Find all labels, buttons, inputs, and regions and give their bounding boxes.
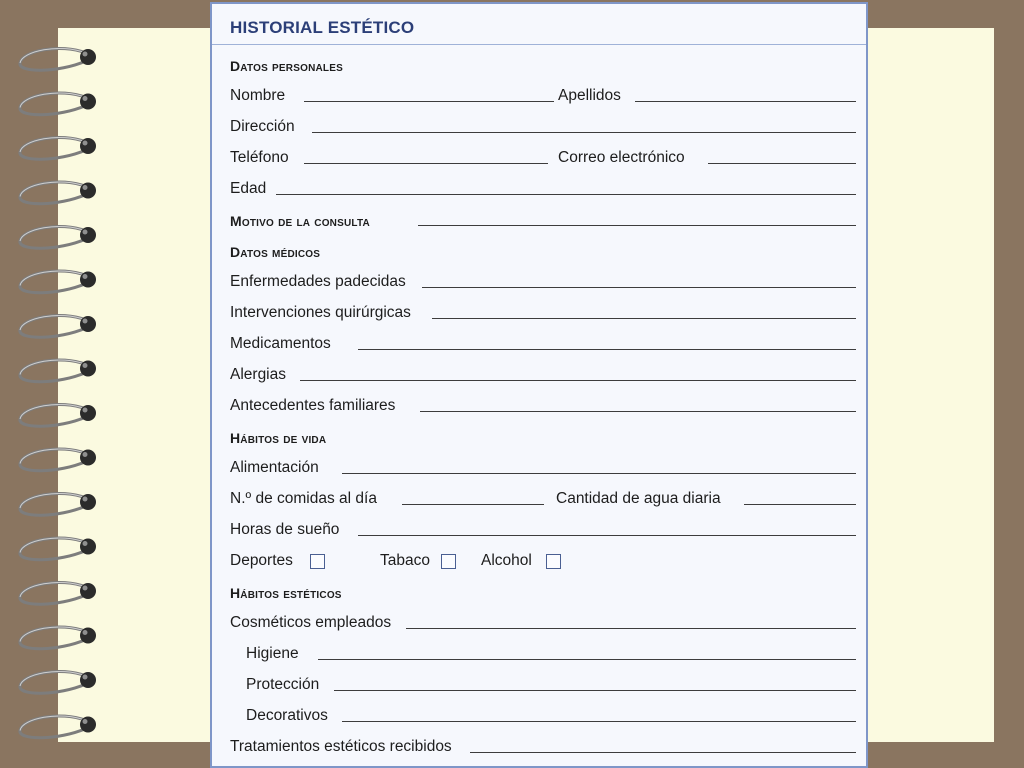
checkbox-alcohol[interactable]	[546, 554, 561, 569]
label-horas-sueno: Horas de sueño	[230, 521, 340, 538]
checkbox-deportes[interactable]	[310, 554, 325, 569]
spiral-ring	[20, 226, 96, 248]
field-apellidos[interactable]	[635, 101, 856, 102]
row-cosmeticos	[230, 610, 856, 634]
field-edad[interactable]	[276, 194, 856, 195]
field-alimentacion[interactable]	[342, 473, 856, 474]
field-horas-sueno[interactable]	[358, 535, 856, 536]
row-alimentacion	[230, 455, 856, 479]
spiral-rings	[20, 48, 96, 737]
row-habitos-checks	[230, 548, 856, 572]
label-alimentacion: Alimentación	[230, 459, 319, 476]
row-decorativos	[230, 703, 856, 727]
label-alergias: Alergias	[230, 366, 286, 383]
section-medicos	[230, 238, 856, 262]
label-tabaco: Tabaco	[380, 552, 430, 569]
label-telefono: Teléfono	[230, 149, 289, 166]
spiral-ring	[20, 404, 96, 426]
spiral-ring	[20, 627, 96, 649]
row-enfermedades	[230, 269, 856, 293]
spiral-ring	[20, 449, 96, 471]
label-decorativos: Decorativos	[246, 707, 328, 724]
form-title: HISTORIAL ESTÉTICO	[230, 18, 415, 37]
field-enfermedades[interactable]	[422, 287, 856, 288]
row-edad	[230, 176, 856, 200]
field-nombre[interactable]	[304, 101, 554, 102]
spiral-ring	[20, 671, 96, 693]
section-heading-esteticos: Hábitos estéticos	[230, 585, 342, 601]
label-proteccion: Protección	[246, 676, 320, 693]
spiral-ring	[20, 538, 96, 560]
row-antecedentes	[230, 393, 856, 417]
label-apellidos: Apellidos	[558, 87, 621, 104]
label-medicamentos: Medicamentos	[230, 335, 331, 352]
row-motivo	[230, 207, 856, 231]
spiral-ring	[20, 582, 96, 604]
field-alergias[interactable]	[300, 380, 856, 381]
field-proteccion[interactable]	[334, 690, 856, 691]
field-agua[interactable]	[744, 504, 856, 505]
field-tratamientos[interactable]	[470, 752, 856, 753]
field-comidas[interactable]	[402, 504, 544, 505]
section-esteticos	[230, 579, 856, 603]
label-intervenciones: Intervenciones quirúrgicas	[230, 304, 411, 321]
spiral-ring	[20, 493, 96, 515]
label-correo: Correo electrónico	[558, 149, 685, 166]
row-tratamientos	[230, 734, 856, 758]
field-telefono[interactable]	[304, 163, 548, 164]
section-heading-vida: Hábitos de vida	[230, 430, 327, 446]
spiral-ring	[20, 716, 96, 738]
field-cosmeticos[interactable]	[406, 628, 856, 629]
spiral-ring	[20, 137, 96, 159]
row-medicamentos	[230, 331, 856, 355]
field-antecedentes[interactable]	[420, 411, 856, 412]
label-comidas: N.º de comidas al día	[230, 490, 377, 507]
label-deportes: Deportes	[230, 552, 293, 569]
row-alergias	[230, 362, 856, 386]
section-personal	[230, 52, 856, 76]
section-heading-medicos: Datos médicos	[230, 244, 321, 260]
field-direccion[interactable]	[312, 132, 856, 133]
aesthetic-history-form	[210, 2, 868, 768]
section-heading-personal: Datos personales	[230, 58, 343, 74]
title-bar	[212, 4, 866, 45]
label-agua: Cantidad de agua diaria	[556, 490, 721, 507]
label-antecedentes: Antecedentes familiares	[230, 397, 396, 414]
label-tratamientos: Tratamientos estéticos recibidos	[230, 738, 452, 755]
field-decorativos[interactable]	[342, 721, 856, 722]
spiral-ring	[20, 48, 96, 70]
spiral-ring	[20, 271, 96, 293]
field-correo[interactable]	[708, 163, 856, 164]
section-vida	[230, 424, 856, 448]
row-comidas-agua	[230, 486, 856, 510]
section-heading-motivo: Motivo de la consulta	[230, 213, 370, 229]
field-medicamentos[interactable]	[358, 349, 856, 350]
label-cosmeticos: Cosméticos empleados	[230, 614, 392, 631]
row-nombre-apellidos	[230, 83, 856, 107]
row-proteccion	[230, 672, 856, 696]
row-horas-sueno	[230, 517, 856, 541]
field-higiene[interactable]	[318, 659, 856, 660]
label-alcohol: Alcohol	[481, 552, 532, 569]
label-enfermedades: Enfermedades padecidas	[230, 273, 406, 290]
label-higiene: Higiene	[246, 645, 299, 662]
label-edad: Edad	[230, 180, 267, 197]
field-intervenciones[interactable]	[432, 318, 856, 319]
row-telefono-correo	[230, 145, 856, 169]
field-motivo[interactable]	[418, 225, 856, 226]
checkbox-tabaco[interactable]	[441, 554, 456, 569]
spiral-ring	[20, 315, 96, 337]
label-nombre: Nombre	[230, 87, 286, 104]
row-higiene	[230, 641, 856, 665]
row-intervenciones	[230, 300, 856, 324]
spiral-ring	[20, 360, 96, 382]
spiral-binding	[0, 0, 110, 768]
spiral-ring	[20, 93, 96, 115]
spiral-ring	[20, 182, 96, 204]
label-direccion: Dirección	[230, 118, 295, 135]
row-direccion	[230, 114, 856, 138]
